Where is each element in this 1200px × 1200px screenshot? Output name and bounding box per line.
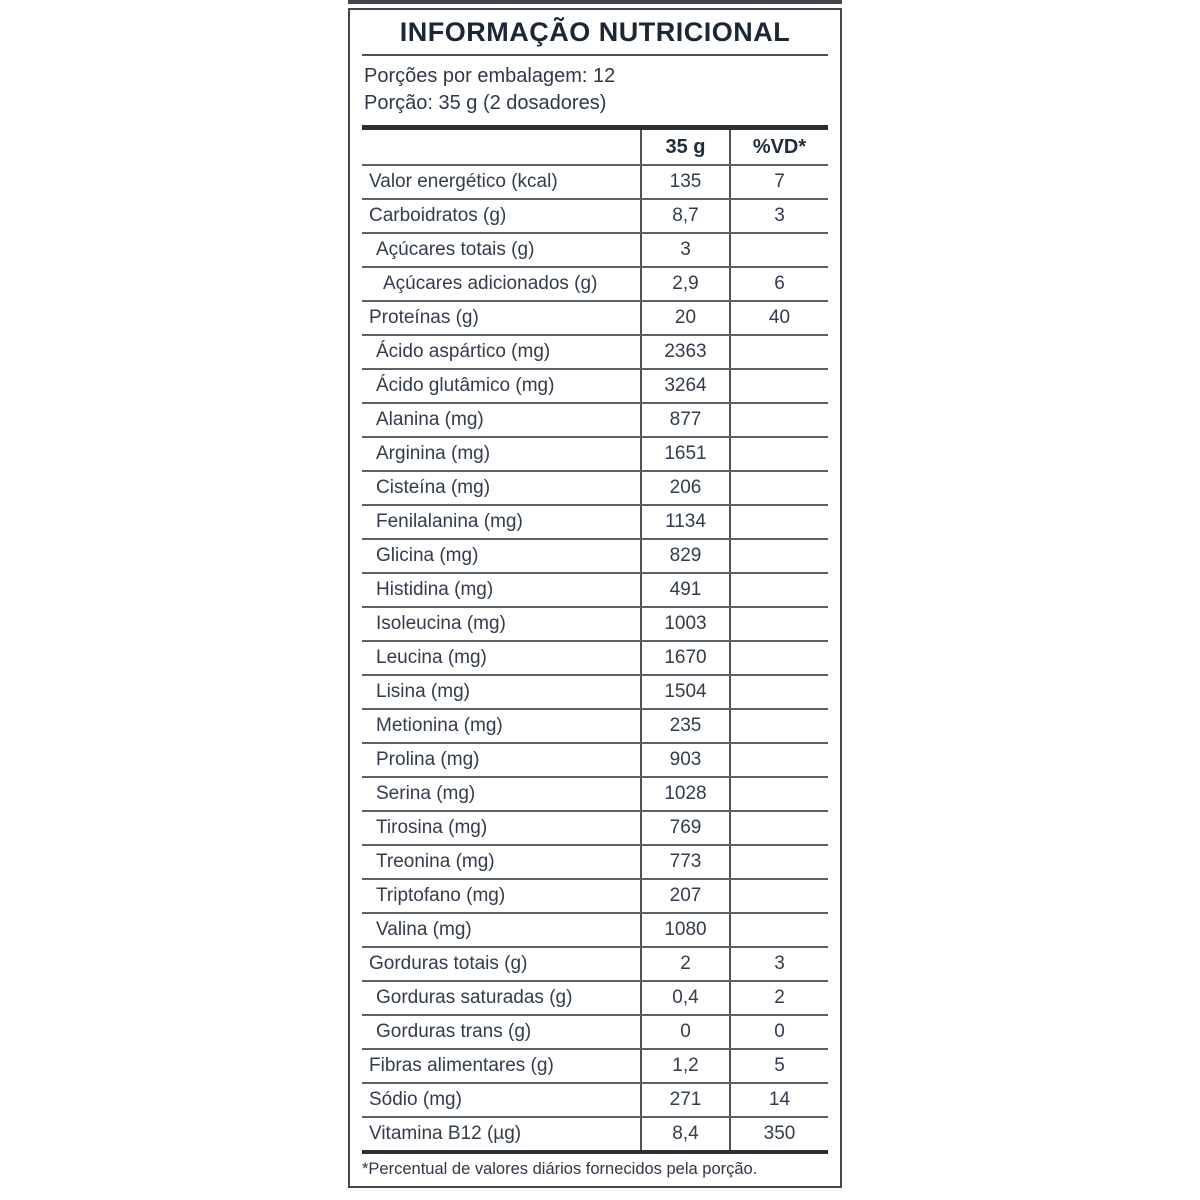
table-row (362, 812, 828, 846)
table-row (362, 438, 828, 472)
row-nutrient-name: Prolina (mg) (376, 749, 480, 770)
row-nutrient-name: Ácido glutâmico (mg) (376, 375, 555, 396)
row-nutrient-name: Glicina (mg) (376, 545, 479, 566)
table-row (362, 1050, 828, 1084)
portion-size: Porção: 35 g (2 dosadores) (364, 92, 607, 114)
table-row (362, 778, 828, 812)
table-row (362, 200, 828, 234)
row-daily-value (731, 404, 828, 436)
row-nutrient-name: Fenilalanina (mg) (376, 511, 523, 532)
table-row (362, 710, 828, 744)
row-amount-value: 0,4 (640, 982, 731, 1014)
table-row (362, 268, 828, 302)
row-daily-value (731, 370, 828, 402)
header-daily-value-column: %VD* (752, 135, 807, 158)
row-amount-value: 1003 (640, 608, 731, 640)
header-amount-column: 35 g (640, 130, 731, 164)
row-nutrient-name: Gorduras totais (g) (369, 953, 528, 974)
table-row (362, 642, 828, 676)
table-row (362, 540, 828, 574)
cropped-box-edge (348, 0, 842, 4)
row-daily-value (731, 438, 828, 470)
row-daily-value (731, 336, 828, 368)
table-row (362, 1118, 828, 1150)
row-nutrient-name: Açúcares totais (g) (376, 239, 535, 260)
row-daily-value (731, 642, 828, 674)
row-daily-value (731, 676, 828, 708)
row-amount-value: 1504 (640, 676, 731, 708)
table-row (362, 1016, 828, 1050)
table-row (362, 370, 828, 404)
row-daily-value: 14 (768, 1089, 791, 1110)
table-row (362, 166, 828, 200)
row-daily-value (731, 812, 828, 844)
row-nutrient-name: Vitamina B12 (µg) (369, 1123, 522, 1144)
table-row (362, 744, 828, 778)
table-row (362, 846, 828, 880)
table-header-row (362, 130, 828, 166)
table-row (362, 1084, 828, 1118)
row-nutrient-name: Valor energético (kcal) (369, 171, 558, 192)
row-daily-value: 2 (774, 987, 785, 1008)
row-daily-value: 3 (774, 205, 785, 226)
nutrition-label-title: INFORMAÇÃO NUTRICIONAL (362, 10, 828, 56)
row-nutrient-name: Sódio (mg) (369, 1089, 462, 1110)
row-amount-value: 271 (640, 1084, 731, 1116)
table-row (362, 880, 828, 914)
row-daily-value (731, 880, 828, 912)
row-amount-value: 903 (640, 744, 731, 776)
row-daily-value (731, 914, 828, 946)
row-daily-value (731, 540, 828, 572)
row-amount-value: 2363 (640, 336, 731, 368)
row-daily-value: 7 (774, 171, 785, 192)
nutrition-label (348, 8, 842, 1188)
row-amount-value: 1080 (640, 914, 731, 946)
row-daily-value: 3 (774, 953, 785, 974)
table-row (362, 234, 828, 268)
row-nutrient-name: Carboidratos (g) (369, 205, 507, 226)
table-row (362, 404, 828, 438)
row-amount-value: 235 (640, 710, 731, 742)
row-amount-value: 8,4 (640, 1118, 731, 1150)
row-amount-value: 829 (640, 540, 731, 572)
row-daily-value (731, 608, 828, 640)
row-daily-value (731, 744, 828, 776)
row-amount-value: 206 (640, 472, 731, 504)
row-amount-value: 8,7 (640, 200, 731, 232)
row-amount-value: 3 (640, 234, 731, 266)
row-daily-value (731, 234, 828, 266)
row-amount-value: 1651 (640, 438, 731, 470)
row-amount-value: 3264 (640, 370, 731, 402)
row-nutrient-name: Gorduras trans (g) (376, 1021, 532, 1042)
row-daily-value: 350 (763, 1123, 796, 1144)
row-amount-value: 769 (640, 812, 731, 844)
row-amount-value: 877 (640, 404, 731, 436)
row-nutrient-name: Lisina (mg) (376, 681, 470, 702)
row-daily-value (731, 846, 828, 878)
row-daily-value: 40 (768, 307, 791, 328)
row-daily-value (731, 778, 828, 810)
row-daily-value: 6 (774, 273, 785, 294)
table-row (362, 676, 828, 710)
row-amount-value: 1,2 (640, 1050, 731, 1082)
row-nutrient-name: Alanina (mg) (376, 409, 484, 430)
row-amount-value: 207 (640, 880, 731, 912)
row-nutrient-name: Açúcares adicionados (g) (383, 273, 598, 294)
row-daily-value (731, 574, 828, 606)
row-nutrient-name: Metionina (mg) (376, 715, 503, 736)
serving-info (362, 56, 828, 130)
row-amount-value: 2 (640, 948, 731, 980)
table-row (362, 472, 828, 506)
row-nutrient-name: Isoleucina (mg) (376, 613, 506, 634)
row-nutrient-name: Gorduras saturadas (g) (376, 987, 573, 1008)
row-nutrient-name: Leucina (mg) (376, 647, 487, 668)
row-amount-value: 0 (640, 1016, 731, 1048)
row-amount-value: 491 (640, 574, 731, 606)
row-amount-value: 135 (640, 166, 731, 198)
row-nutrient-name: Proteínas (g) (369, 307, 479, 328)
table-row (362, 982, 828, 1016)
row-amount-value: 1670 (640, 642, 731, 674)
row-nutrient-name: Histidina (mg) (376, 579, 494, 600)
table-row (362, 506, 828, 540)
row-nutrient-name: Fibras alimentares (g) (369, 1055, 554, 1076)
nutrition-rows (362, 166, 828, 1154)
row-nutrient-name: Tirosina (mg) (376, 817, 488, 838)
row-nutrient-name: Valina (mg) (376, 919, 472, 940)
row-daily-value (731, 710, 828, 742)
table-row (362, 948, 828, 982)
table-row (362, 574, 828, 608)
row-nutrient-name: Serina (mg) (376, 783, 476, 804)
servings-per-package: Porções por embalagem: 12 (364, 65, 616, 87)
table-row (362, 302, 828, 336)
daily-value-footnote: *Percentual de valores diários fornecidos pela porção. (362, 1160, 758, 1178)
row-daily-value (731, 472, 828, 504)
row-nutrient-name: Triptofano (mg) (376, 885, 506, 906)
table-row (362, 914, 828, 948)
table-row (362, 336, 828, 370)
row-amount-value: 1028 (640, 778, 731, 810)
table-row (362, 608, 828, 642)
row-daily-value: 5 (774, 1055, 785, 1076)
row-amount-value: 2,9 (640, 268, 731, 300)
row-nutrient-name: Cisteína (mg) (376, 477, 491, 498)
row-amount-value: 20 (640, 302, 731, 334)
row-daily-value (731, 506, 828, 538)
header-nutrient-column (362, 130, 640, 164)
row-nutrient-name: Treonina (mg) (376, 851, 495, 872)
row-nutrient-name: Arginina (mg) (376, 443, 491, 464)
row-amount-value: 773 (640, 846, 731, 878)
row-daily-value: 0 (774, 1021, 785, 1042)
row-nutrient-name: Ácido aspártico (mg) (376, 341, 551, 362)
row-amount-value: 1134 (640, 506, 731, 538)
